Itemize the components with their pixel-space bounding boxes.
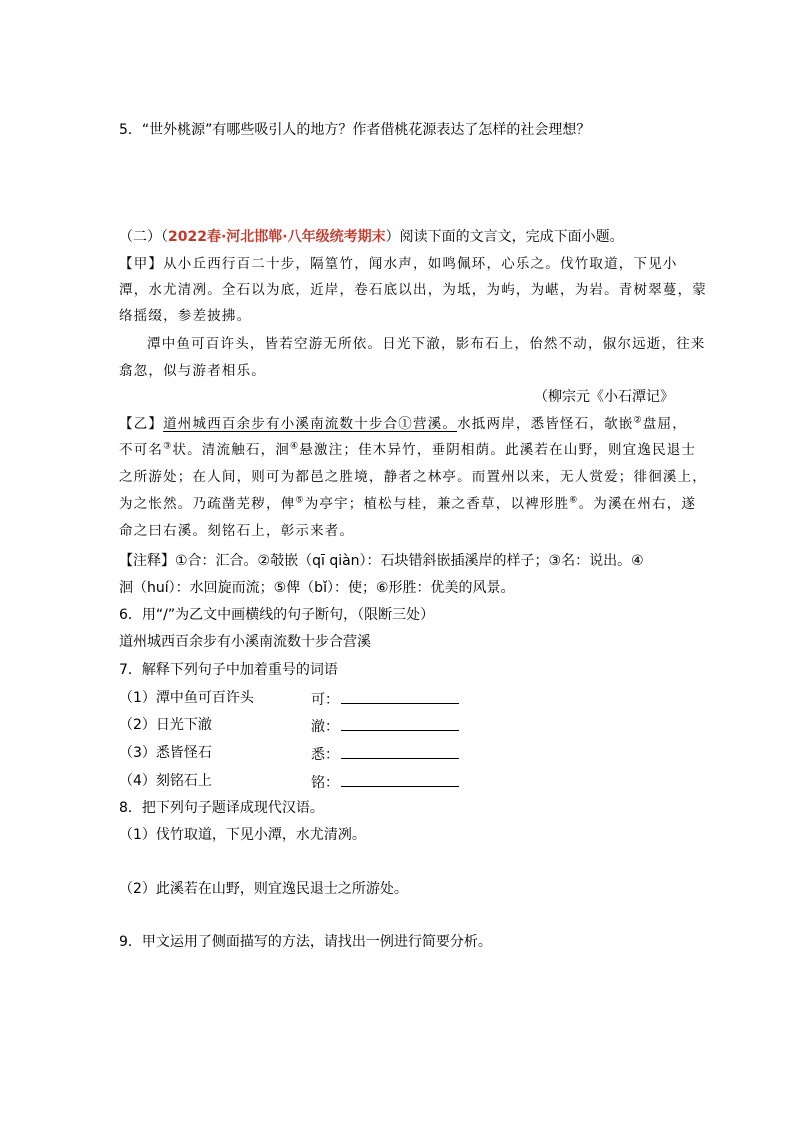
question-7-item-1: （1）潭中鱼可百许头 [119,690,254,706]
passage-jia-line-1: 【甲】从小丘西行百二十步，隔篁竹，闻水声，如鸣佩环，心乐之。伐竹取道，下见小 [119,256,678,272]
notes-line-1: 【注释】①合：汇合。②攲嵌（qī qiàn）：石块错斜嵌插溪岸的样子；③名：说出。④ [119,553,644,569]
passage-yi-line-2 [119,441,696,459]
question-8-prompt: 8．把下列句子题译成现代汉语。 [119,800,324,816]
question-7-item-2: （2）日光下澈 [119,717,212,733]
section-2-suffix: ）阅读下面的文言文，完成下面小题。 [385,229,624,245]
question-7-answer-1[interactable] [311,689,459,709]
question-5: 5．“世外桃源”有哪些吸引人的地方？作者借桃花源表达了怎样的社会理想？ [119,122,591,138]
answer-label: 可： [311,692,339,708]
answer-blank[interactable] [341,689,459,704]
question-6-sentence: 道州城西百余步有小溪南流数十步合营溪 [119,634,371,650]
passage-yi-text: 悬激注；佳木异竹，垂阴相荫。此溪若在山野，则宜逸民退士 [299,442,697,458]
question-9: 9．甲文运用了侧面描写的方法，请找出一例进行简要分析。 [119,934,492,950]
note-marker-5: ⑤ [295,495,305,506]
passage-jia-line-4: 潭中鱼可百许头，皆若空游无所依。日光下澈，影布石上，佁然不动，俶尔远逝，往来 [147,336,706,352]
passage-jia-line-2: 潭，水尤清冽。全石以为底，近岸，卷石底以出，为坻，为屿，为嵁，为岩。青树翠蔓，蒙 [119,282,707,298]
question-8-item-2: （2）此溪若在山野，则宜逸民退士之所游处。 [119,881,408,897]
passage-yi-label: 【乙】 [119,416,164,432]
note-marker-3: ③ [163,441,173,452]
note-marker-4: ④ [290,441,300,452]
passage-yi-line-3: 之所游处；在人间，则可为都邑之胜境，静者之林亭。而置州以来，无人赏爱；徘徊溪上， [119,469,707,485]
question-7-answer-4[interactable] [311,772,459,792]
passage-yi-underlined-sentence: 道州城西百余步有小溪南流数十步合①营溪。 [163,416,458,432]
passage-yi-text: 状。清流触石，洄 [172,442,290,458]
passage-yi-text: 。为溪在州右，遂 [578,496,697,512]
passage-yi-text: 水抵两岸，悉皆怪石，欹嵌 [457,416,634,432]
passage-jia-attribution: （柳宗元《小石潭记》 [534,389,674,405]
section-2-source: 2022春·河北邯郸·八年级统考期末 [168,229,386,245]
passage-yi-line-5: 命之曰右溪。刻铭石上，彰示来者。 [119,523,355,539]
answer-blank[interactable] [341,772,459,787]
answer-label: 澈： [311,719,339,735]
passage-yi-text: 为亭宇；植松与桂，兼之香草，以裨形胜 [304,496,570,512]
question-7-item-4: （4）刻铭石上 [119,773,212,789]
passage-yi-line-4 [119,495,696,513]
note-marker-6: ⑥ [569,495,579,506]
answer-blank[interactable] [341,716,459,731]
question-7-prompt: 7．解释下列句子中加着重号的词语 [119,662,338,678]
answer-label: 悉： [311,747,339,763]
passage-jia-line-3: 络摇缀，参差披拂。 [119,308,252,324]
answer-blank[interactable] [341,744,459,759]
notes-line-2: 洄（huí）：水回旋而流；⑤俾（bǐ）：使；⑥形胜：优美的风景。 [119,580,515,596]
section-2-heading [119,228,624,246]
note-marker-2: ② [633,415,643,426]
section-2-prefix: （二）（ [119,229,168,245]
passage-jia-line-5: 翕忽，似与游者相乐。 [119,363,266,379]
question-7-answer-2[interactable] [311,716,459,736]
question-6-prompt: 6．用“/”为乙文中画横线的句子断句，（限断三处） [119,607,435,623]
passage-yi-text: 不可名 [119,442,164,458]
answer-label: 铭： [311,775,339,791]
passage-yi-line-1 [119,415,687,433]
passage-yi-text: 盘屈， [642,416,687,432]
question-8-item-1: （1）伐竹取道，下见小潭，水尤清冽。 [119,827,366,843]
question-7-item-3: （3）悉皆怪石 [119,745,212,761]
passage-yi-text: 为之怅然。乃疏凿芜秽，俾 [119,496,296,512]
question-7-answer-3[interactable] [311,744,459,764]
